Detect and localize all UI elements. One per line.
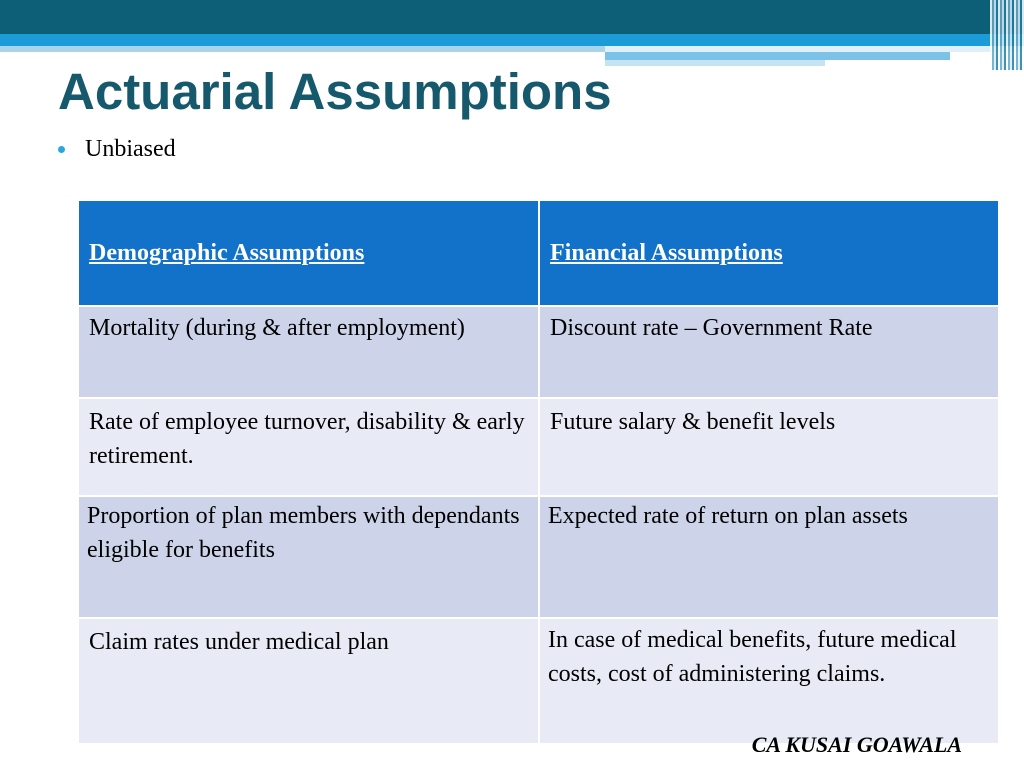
page-title: Actuarial Assumptions bbox=[58, 63, 612, 120]
bullet-item bbox=[58, 134, 176, 164]
header-demographic: Demographic Assumptions bbox=[78, 200, 539, 306]
table-cell: Proportion of plan members with dependants eligible for benefits bbox=[78, 496, 539, 618]
table-header-row bbox=[78, 200, 999, 306]
banner-accent-band bbox=[605, 52, 950, 60]
banner-stripes bbox=[990, 0, 1024, 70]
table-row bbox=[78, 306, 999, 398]
table-cell: Expected rate of return on plan assets bbox=[539, 496, 999, 618]
banner-dark-band bbox=[0, 0, 1024, 34]
banner-light-band bbox=[0, 46, 605, 52]
table-cell: In case of medical benefits, future medical costs, cost of administering claims. bbox=[539, 618, 999, 744]
banner-accent-band-small bbox=[605, 60, 825, 66]
table-cell: Discount rate – Government Rate bbox=[539, 306, 999, 398]
table-row bbox=[78, 398, 999, 496]
author-footer: CA KUSAI GOAWALA bbox=[751, 732, 962, 757]
table-row bbox=[78, 618, 999, 744]
table-cell: Future salary & benefit levels bbox=[539, 398, 999, 496]
assumptions-table bbox=[77, 199, 1000, 745]
bullet-text: Unbiased bbox=[85, 135, 176, 162]
table-row bbox=[78, 496, 999, 618]
banner-blue-band bbox=[0, 34, 1024, 46]
header-financial: Financial Assumptions bbox=[539, 200, 999, 306]
table-cell: Mortality (during & after employment) bbox=[78, 306, 539, 398]
table-cell: Rate of employee turnover, disability & early retirement. bbox=[78, 398, 539, 496]
bullet-icon bbox=[58, 146, 65, 153]
table-cell: Claim rates under medical plan bbox=[78, 618, 539, 744]
